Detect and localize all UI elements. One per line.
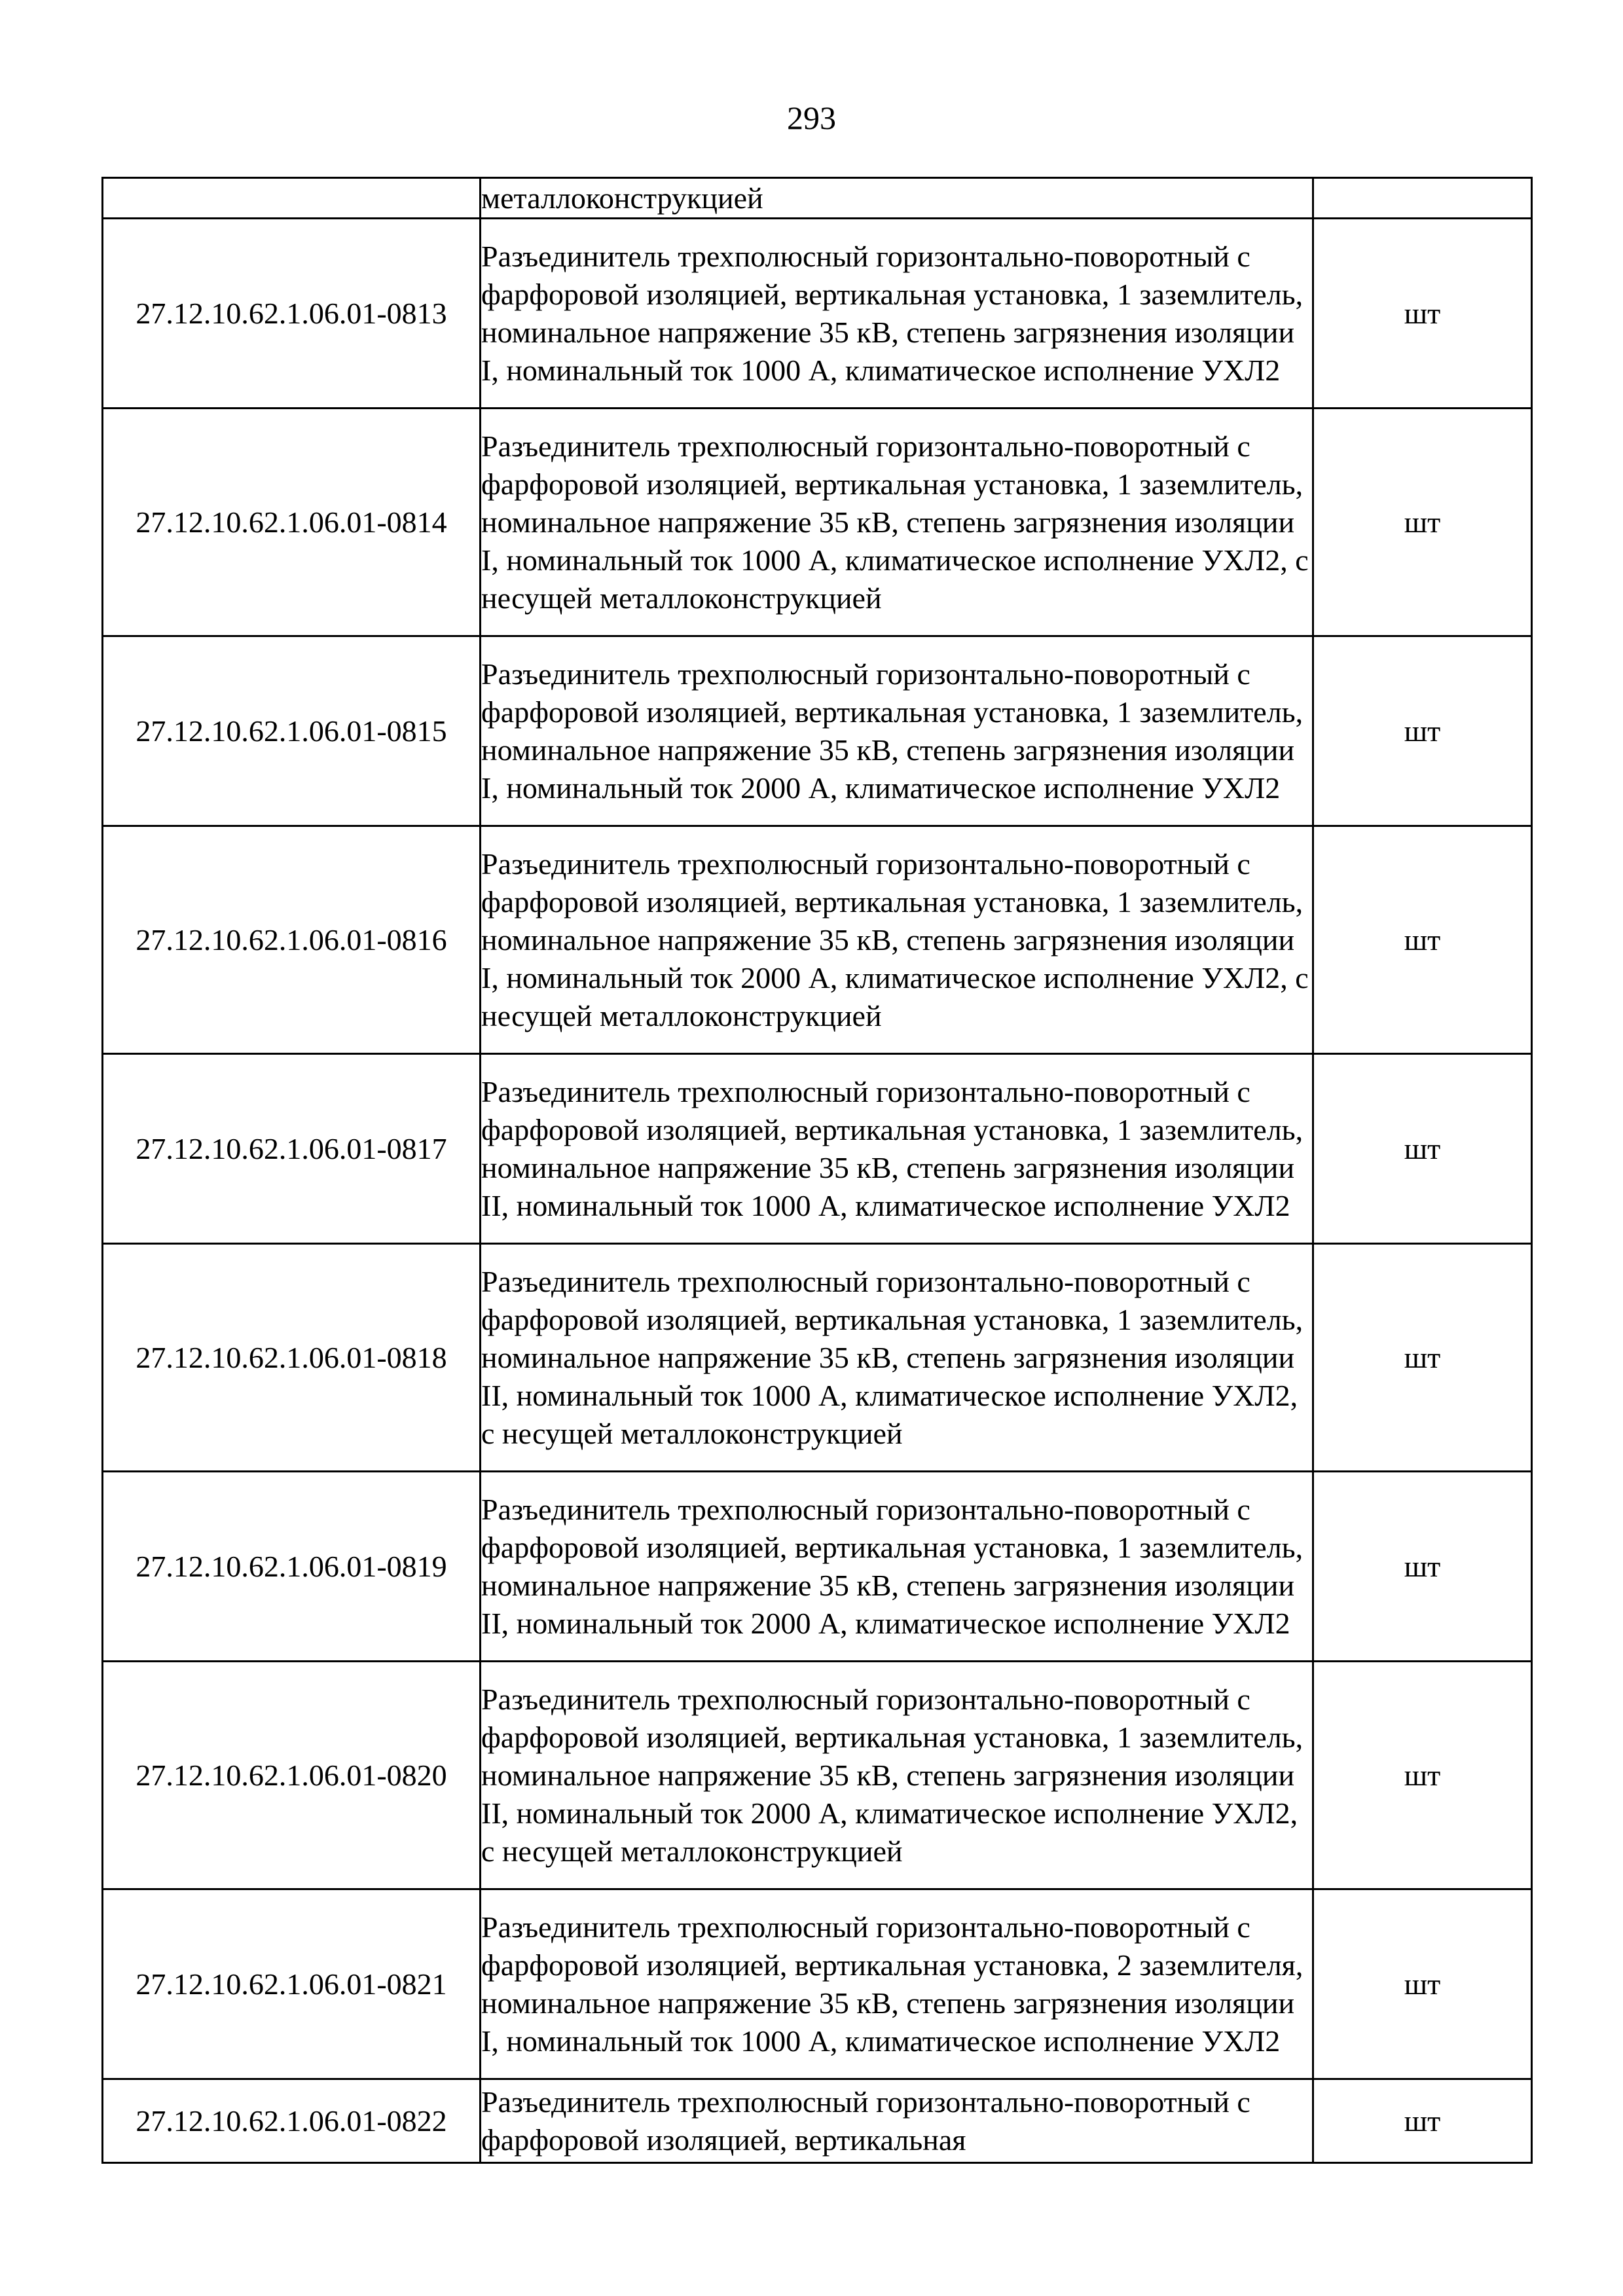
table-row-continuation <box>103 178 1532 219</box>
description-cell: Разъединитель трехполюсный горизонтально-поворотный с фарфоровой изоляцией, вертикальная установка, 1 заземлитель, номинальное напряжение 35 кВ, степень загрязнения изоляции II, номинальный ток 2000 А, климатическое исполнение УХЛ2, с несущей металлоконструкцией <box>481 1662 1313 1889</box>
description-cell: Разъединитель трехполюсный горизонтально-поворотный с фарфоровой изоляцией, вертикальная установка, 1 заземлитель, номинальное напряжение 35 кВ, степень загрязнения изоляции I, номинальный ток 1000 А, климатическое исполнение УХЛ2 <box>481 219 1313 409</box>
table-row <box>103 1054 1532 1244</box>
description-cell: металлоконструкцией <box>481 178 1313 219</box>
description-cell: Разъединитель трехполюсный горизонтально-поворотный с фарфоровой изоляцией, вертикальная установка, 1 заземлитель, номинальное напряжение 35 кВ, степень загрязнения изоляции I, номинальный ток 2000 А, климатическое исполнение УХЛ2, с несущей металлоконструкцией <box>481 826 1313 1054</box>
table-row <box>103 826 1532 1054</box>
code-cell: 27.12.10.62.1.06.01-0813 <box>103 219 481 409</box>
table-row <box>103 1244 1532 1472</box>
description-cell: Разъединитель трехполюсный горизонтально-поворотный с фарфоровой изоляцией, вертикальная установка, 1 заземлитель, номинальное напряжение 35 кВ, степень загрязнения изоляции I, номинальный ток 1000 А, климатическое исполнение УХЛ2, с несущей металлоконструкцией <box>481 409 1313 636</box>
classifier-table <box>101 177 1533 2164</box>
unit-cell: шт <box>1313 1662 1532 1889</box>
description-cell: Разъединитель трехполюсный горизонтально-поворотный с фарфоровой изоляцией, вертикальная установка, 1 заземлитель, номинальное напряжение 35 кВ, степень загрязнения изоляции II, номинальный ток 2000 А, климатическое исполнение УХЛ2 <box>481 1472 1313 1662</box>
unit-cell: шт <box>1313 826 1532 1054</box>
unit-cell: шт <box>1313 1889 1532 2079</box>
table-row <box>103 1662 1532 1889</box>
code-cell: 27.12.10.62.1.06.01-0821 <box>103 1889 481 2079</box>
table-row <box>103 2079 1532 2163</box>
unit-cell: шт <box>1313 409 1532 636</box>
description-cell: Разъединитель трехполюсный горизонтально-поворотный с фарфоровой изоляцией, вертикальная установка, 2 заземлителя, номинальное напряжение 35 кВ, степень загрязнения изоляции I, номинальный ток 1000 А, климатическое исполнение УХЛ2 <box>481 1889 1313 2079</box>
code-cell: 27.12.10.62.1.06.01-0820 <box>103 1662 481 1889</box>
code-cell: 27.12.10.62.1.06.01-0822 <box>103 2079 481 2163</box>
description-cell: Разъединитель трехполюсный горизонтально-поворотный с фарфоровой изоляцией, вертикальная установка, 1 заземлитель, номинальное напряжение 35 кВ, степень загрязнения изоляции II, номинальный ток 1000 А, климатическое исполнение УХЛ2 <box>481 1054 1313 1244</box>
unit-cell: шт <box>1313 219 1532 409</box>
table-row <box>103 1889 1532 2079</box>
code-cell <box>103 178 481 219</box>
table-row <box>103 409 1532 636</box>
unit-cell: шт <box>1313 1472 1532 1662</box>
table-row <box>103 1472 1532 1662</box>
code-cell: 27.12.10.62.1.06.01-0816 <box>103 826 481 1054</box>
code-cell: 27.12.10.62.1.06.01-0819 <box>103 1472 481 1662</box>
code-cell: 27.12.10.62.1.06.01-0818 <box>103 1244 481 1472</box>
page-number: 293 <box>787 100 836 136</box>
unit-cell: шт <box>1313 1244 1532 1472</box>
code-cell: 27.12.10.62.1.06.01-0815 <box>103 636 481 826</box>
unit-cell <box>1313 178 1532 219</box>
table-row <box>103 219 1532 409</box>
description-cell: Разъединитель трехполюсный горизонтально-поворотный с фарфоровой изоляцией, вертикальная установка, 1 заземлитель, номинальное напряжение 35 кВ, степень загрязнения изоляции I, номинальный ток 2000 А, климатическое исполнение УХЛ2 <box>481 636 1313 826</box>
description-cell: Разъединитель трехполюсный горизонтально-поворотный с фарфоровой изоляцией, вертикальная <box>481 2079 1313 2163</box>
unit-cell: шт <box>1313 636 1532 826</box>
description-cell: Разъединитель трехполюсный горизонтально-поворотный с фарфоровой изоляцией, вертикальная установка, 1 заземлитель, номинальное напряжение 35 кВ, степень загрязнения изоляции II, номинальный ток 1000 А, климатическое исполнение УХЛ2, с несущей металлоконструкцией <box>481 1244 1313 1472</box>
code-cell: 27.12.10.62.1.06.01-0814 <box>103 409 481 636</box>
unit-cell: шт <box>1313 1054 1532 1244</box>
code-cell: 27.12.10.62.1.06.01-0817 <box>103 1054 481 1244</box>
unit-cell: шт <box>1313 2079 1532 2163</box>
table-row <box>103 636 1532 826</box>
